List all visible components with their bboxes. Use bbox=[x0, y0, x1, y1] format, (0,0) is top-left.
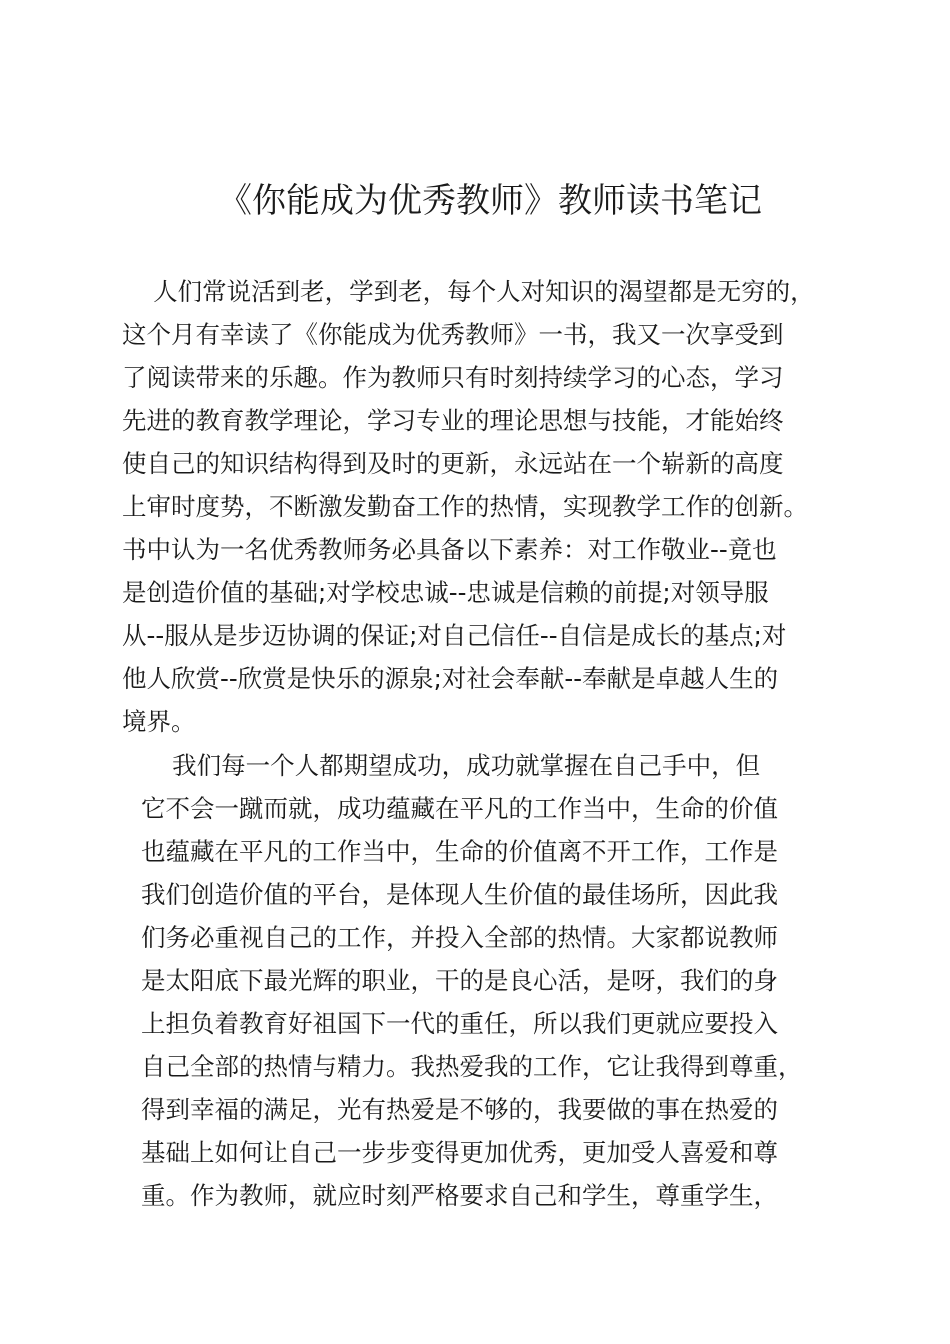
document-title: 《你能成为优秀教师》教师读书笔记 bbox=[218, 181, 762, 221]
paragraph-line: 他人欣赏--欣赏是快乐的源泉;对社会奉献--奉献是卓越人生的 bbox=[122, 664, 779, 693]
paragraph-1 bbox=[122, 270, 815, 743]
paragraph-line: 先进的教育教学理论，学习专业的理论思想与技能，才能始终 bbox=[122, 406, 784, 435]
paragraph-line: 是太阳底下最光辉的职业，干的是良心活，是呀，我们的身 bbox=[141, 966, 778, 995]
paragraph-line: 它不会一蹴而就，成功蕴藏在平凡的工作当中，生命的价值 bbox=[141, 794, 778, 823]
paragraph-line: 境界。 bbox=[122, 707, 196, 736]
paragraph-line: 人们常说活到老，学到老，每个人对知识的渴望都是无穷的， bbox=[122, 277, 815, 306]
paragraph-line: 从--服从是步迈协调的保证;对自己信任--自信是成长的基点;对 bbox=[122, 621, 787, 650]
paragraph-2 bbox=[141, 744, 803, 1217]
paragraph-line: 上审时度势，不断激发勤奋工作的热情，实现教学工作的创新。 bbox=[122, 492, 808, 521]
paragraph-line: 重。作为教师，就应时刻严格要求自己和学生，尊重学生， bbox=[141, 1181, 778, 1210]
paragraph-line: 书中认为一名优秀教师务必具备以下素养：对工作敬业--竟也 bbox=[122, 535, 777, 564]
paragraph-line: 们务必重视自己的工作，并投入全部的热情。大家都说教师 bbox=[141, 923, 778, 952]
paragraph-line: 我们创造价值的平台，是体现人生价值的最佳场所，因此我 bbox=[141, 880, 778, 909]
paragraph-line: 得到幸福的满足，光有热爱是不够的，我要做的事在热爱的 bbox=[141, 1095, 778, 1124]
paragraph-line: 基础上如何让自己一步步变得更加优秀，更加受人喜爱和尊 bbox=[141, 1138, 778, 1167]
paragraph-line: 使自己的知识结构得到及时的更新，永远站在一个崭新的高度 bbox=[122, 449, 784, 478]
paragraph-line: 是创造价值的基础;对学校忠诚--忠诚是信赖的前提;对领导服 bbox=[122, 578, 769, 607]
paragraph-line: 也蕴藏在平凡的工作当中，生命的价值离不开工作，工作是 bbox=[141, 837, 778, 866]
paragraph-line: 自己全部的热情与精力。我热爱我的工作，它让我得到尊重， bbox=[141, 1052, 803, 1081]
paragraph-line: 了阅读带来的乐趣。作为教师只有时刻持续学习的心态，学习 bbox=[122, 363, 784, 392]
paragraph-line: 上担负着教育好祖国下一代的重任，所以我们更就应要投入 bbox=[141, 1009, 778, 1038]
paragraph-line: 这个月有幸读了《你能成为优秀教师》一书，我又一次享受到 bbox=[122, 320, 784, 349]
paragraph-line: 我们每一个人都期望成功，成功就掌握在自己手中，但 bbox=[141, 751, 761, 780]
